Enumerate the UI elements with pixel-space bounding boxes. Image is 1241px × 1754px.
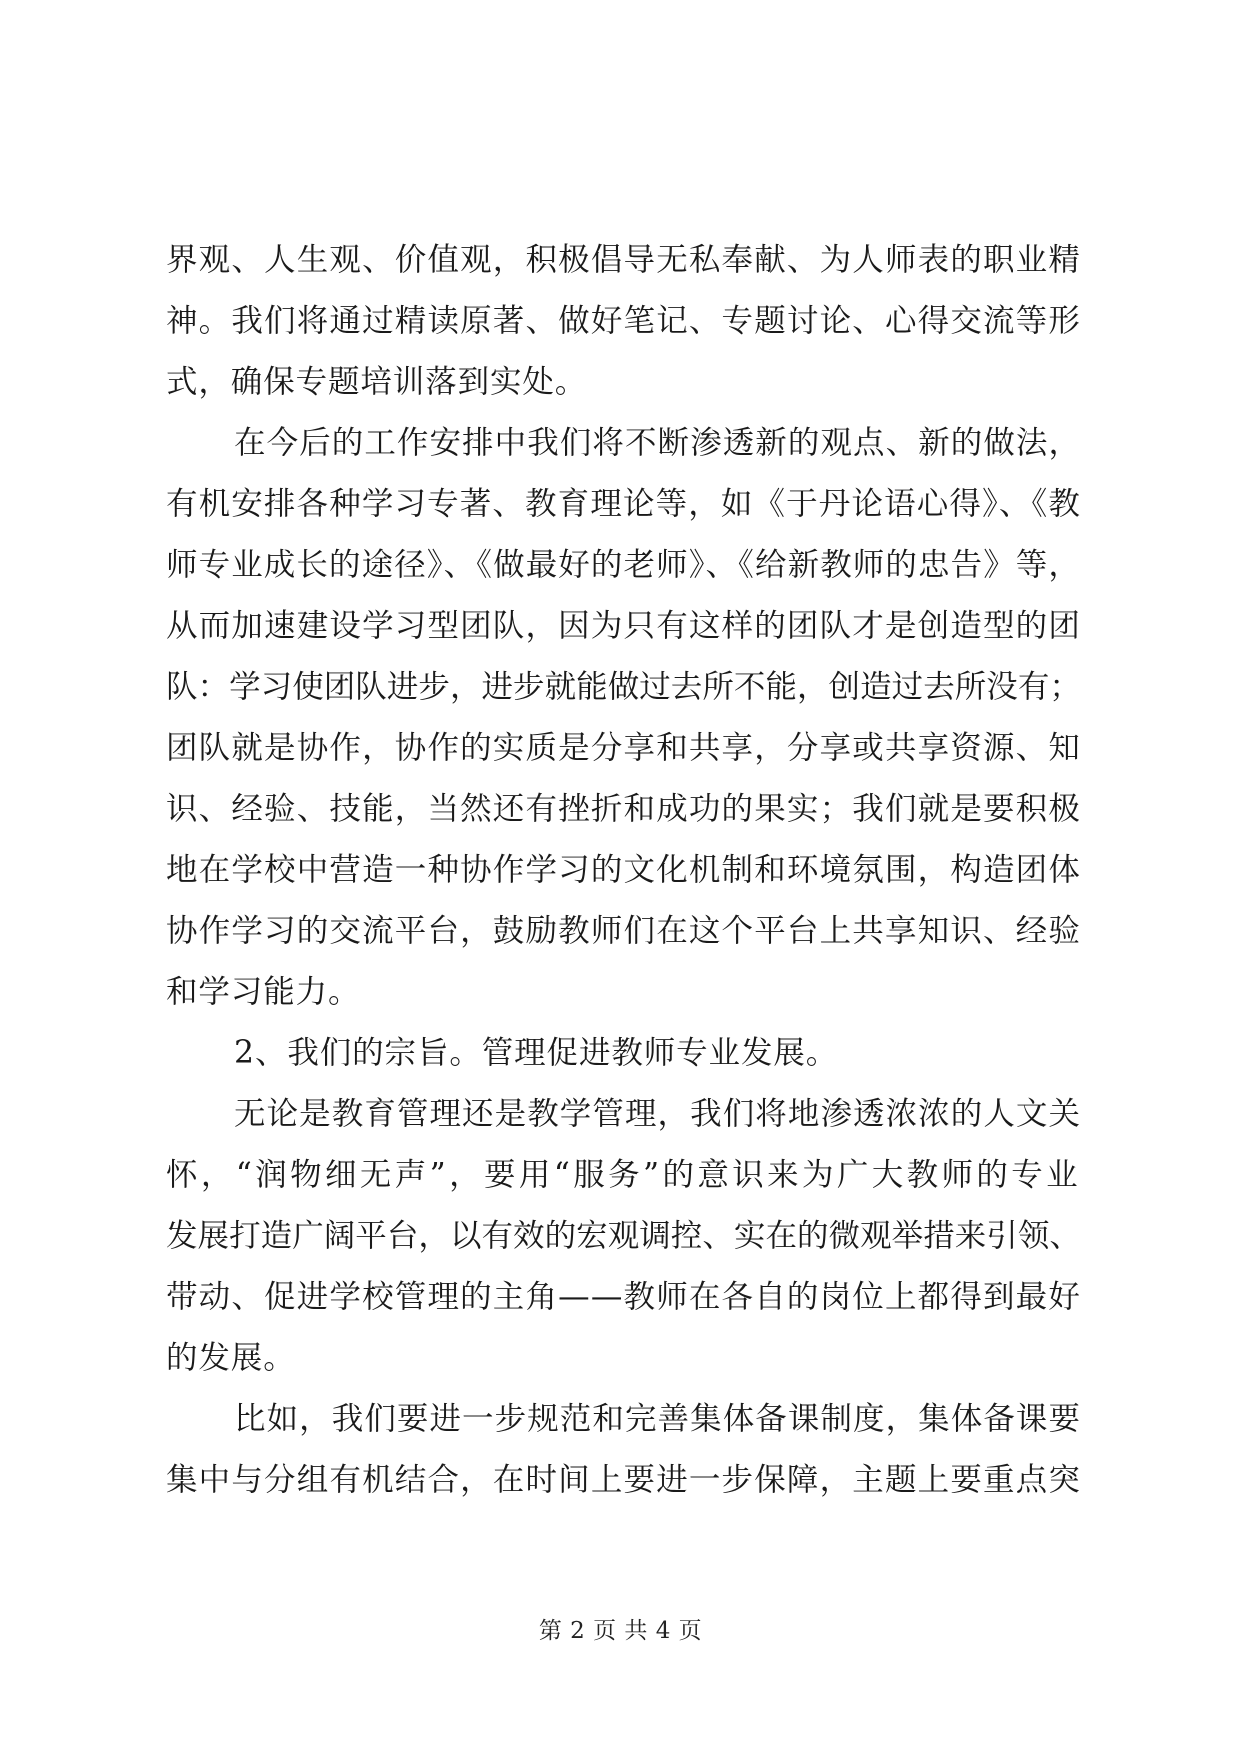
text-line: 发展打造广阔平台，以有效的宏观调控、实在的微观举措来引领、 — [166, 1218, 1081, 1254]
text-line: 集中与分组有机结合，在时间上要进一步保障，主题上要重点突 — [166, 1462, 1082, 1498]
text-line: 地在学校中营造一种协作学习的文化机制和环境氛围，构造团体 — [166, 852, 1082, 888]
text-line: 协作学习的交流平台，鼓励教师们在这个平台上共享知识、经验 — [166, 913, 1082, 949]
text-line: 团队就是协作，协作的实质是分享和共享，分享或共享资源、知 — [166, 730, 1082, 766]
text-line: 式，确保专题培训落到实处。 — [166, 364, 588, 400]
text-line: 识、经验、技能，当然还有挫折和成功的果实；我们就是要积极 — [166, 791, 1082, 827]
text-line: 界观、人生观、价值观，积极倡导无私奉献、为人师表的职业精 — [166, 242, 1082, 278]
text-line: 从而加速建设学习型团队，因为只有这样的团队才是创造型的团 — [166, 608, 1082, 644]
text-line: 和学习能力。 — [166, 974, 361, 1010]
text-line: 的发展。 — [166, 1340, 296, 1376]
text-line: 2、我们的宗旨。管理促进教师专业发展。 — [234, 1035, 839, 1071]
text-line: 队：学习使团队进步，进步就能做过去所不能，创造过去所没有； — [166, 669, 1081, 705]
text-line: 有机安排各种学习专著、教育理论等，如《于丹论语心得》、《教 — [166, 486, 1082, 522]
text-line: 比如，我们要进一步规范和完善集体备课制度，集体备课要 — [234, 1401, 1082, 1437]
page-footer: 第 2 页 共 4 页 — [538, 1618, 703, 1644]
document-body — [166, 230, 1081, 1511]
text-line: 怀，“润物细无声”，要用“服务”的意识来为广大教师的专业 — [166, 1157, 1082, 1193]
text-line: 带动、促进学校管理的主角——教师在各自的岗位上都得到最好 — [166, 1279, 1082, 1315]
text-line: 神。我们将通过精读原著、做好笔记、专题讨论、心得交流等形 — [166, 303, 1082, 339]
text-line: 在今后的工作安排中我们将不断渗透新的观点、新的做法， — [234, 425, 1082, 461]
text-line: 无论是教育管理还是教学管理，我们将地渗透浓浓的人文关 — [234, 1096, 1082, 1132]
text-line: 师专业成长的途径》、《做最好的老师》、《给新教师的忠告》等， — [166, 547, 1082, 583]
